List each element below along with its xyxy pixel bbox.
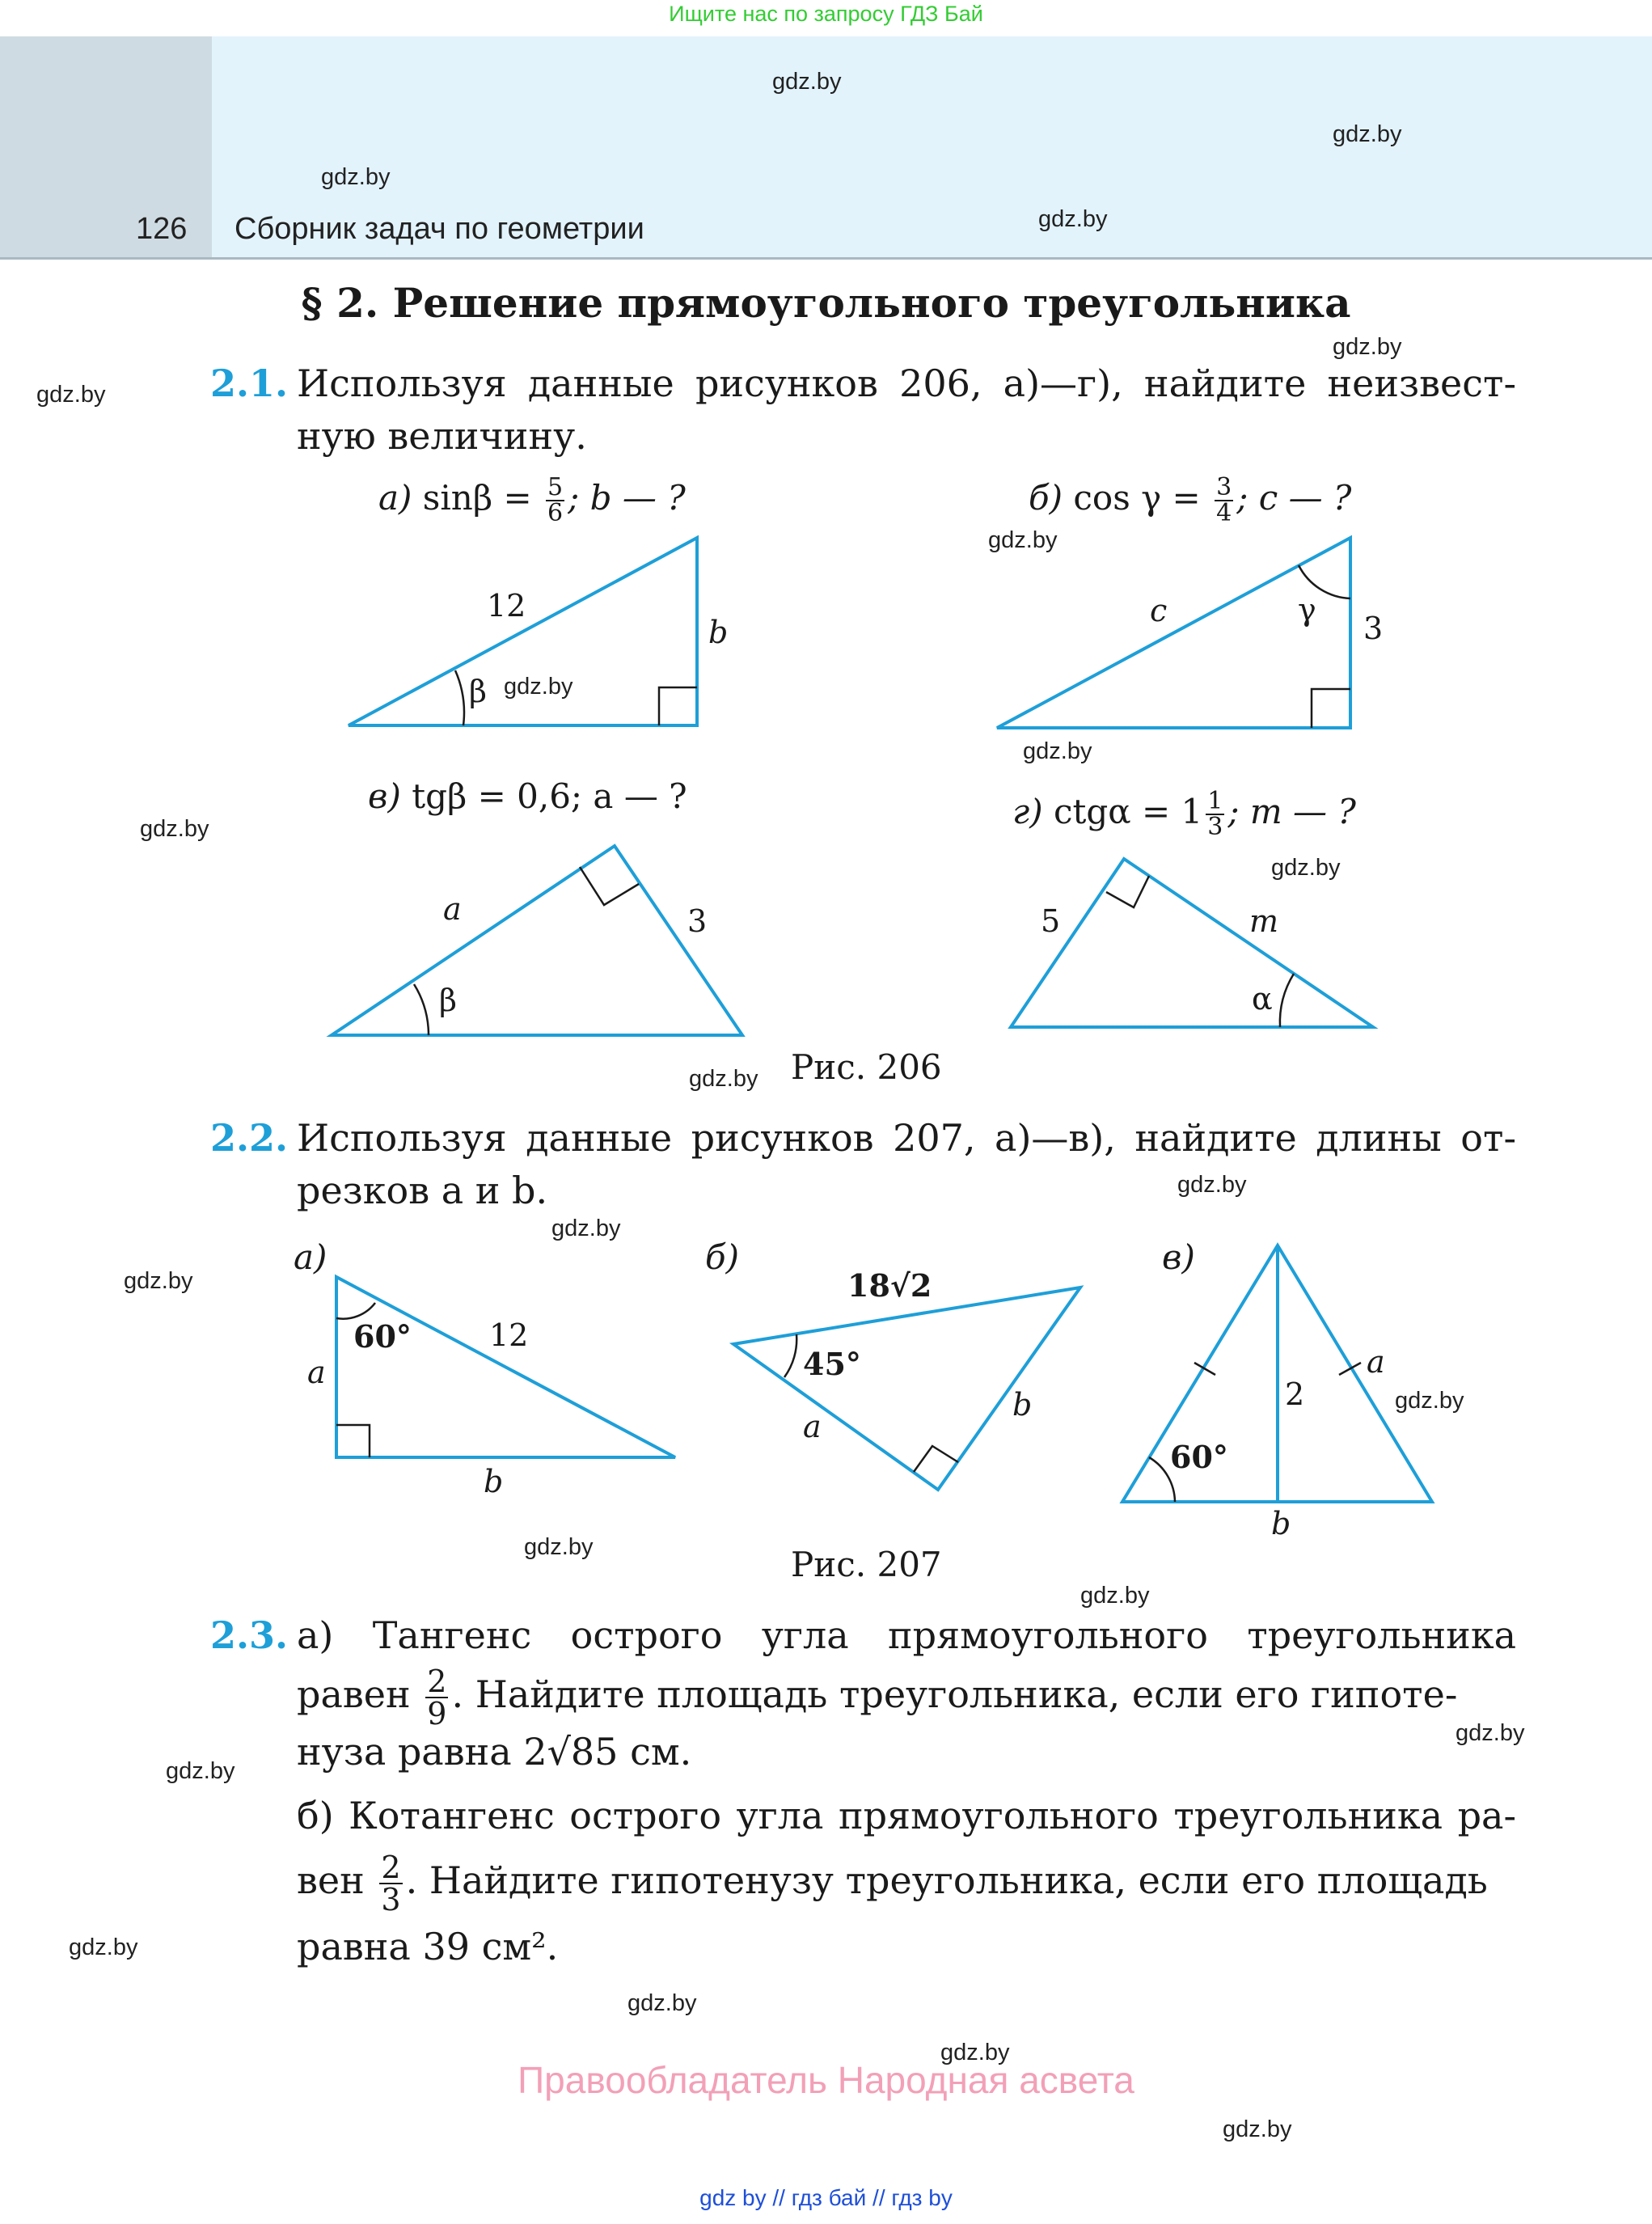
figure-label: в) bbox=[1162, 1237, 1195, 1277]
figure-caption: Рис. 206 bbox=[791, 1047, 942, 1087]
fraction bbox=[379, 1852, 402, 1915]
text-fragment: равен bbox=[297, 1672, 411, 1716]
problem-text: Используя данные рисунков 206, а)—г), найдите неизвест- bbox=[297, 362, 1516, 405]
right-angle-mark bbox=[336, 1425, 370, 1457]
page-number: 126 bbox=[136, 212, 188, 246]
problem-number: 2.1. bbox=[210, 362, 289, 405]
angle-label: α bbox=[1252, 981, 1273, 1017]
fraction-numerator: 2 bbox=[427, 1664, 447, 1699]
figure-206b bbox=[997, 538, 1383, 728]
figure-206a bbox=[349, 538, 728, 725]
height-label: 2 bbox=[1285, 1376, 1305, 1412]
condition-tail: ; b — ? bbox=[568, 478, 686, 518]
watermark: gdz.by bbox=[1177, 1172, 1247, 1198]
watermark: gdz.by bbox=[1395, 1388, 1464, 1414]
angle-arc bbox=[336, 1303, 375, 1319]
angle-label: β bbox=[469, 674, 487, 709]
condition-text: cos γ = bbox=[1073, 478, 1201, 518]
condition-text: sinβ = bbox=[422, 478, 532, 518]
watermark: gdz.by bbox=[124, 1268, 193, 1294]
triangle bbox=[997, 538, 1350, 728]
figure-207a bbox=[307, 1277, 675, 1499]
fraction-denominator: 9 bbox=[427, 1696, 447, 1731]
text-fragment: . Найдите площадь треугольника, если его гипоте- bbox=[451, 1672, 1458, 1716]
figure-label: а) bbox=[378, 478, 412, 518]
figure-label: б) bbox=[1029, 478, 1063, 518]
angle-label: 45° bbox=[803, 1346, 861, 1382]
watermark: gdz.by bbox=[321, 164, 391, 190]
fraction-numerator: 5 bbox=[547, 473, 564, 501]
side-label: a bbox=[1367, 1344, 1385, 1380]
fraction-numerator: 2 bbox=[381, 1850, 401, 1885]
fraction-denominator: 6 bbox=[547, 499, 564, 527]
figure-207c bbox=[1122, 1245, 1432, 1541]
fraction-numerator: 1 bbox=[1207, 787, 1223, 815]
problem-text bbox=[297, 1852, 1488, 1915]
figure-label: г) bbox=[1012, 792, 1043, 831]
figure-caption: Рис. 207 bbox=[791, 1545, 942, 1584]
text-fragment: вен bbox=[297, 1858, 365, 1902]
condition-tail: ; c — ? bbox=[1236, 478, 1352, 518]
right-angle-mark bbox=[1312, 689, 1350, 728]
figure-207b bbox=[733, 1267, 1080, 1490]
problem-number: 2.3. bbox=[210, 1613, 289, 1657]
watermark: gdz.by bbox=[940, 2040, 1010, 2065]
side-label: b bbox=[1012, 1387, 1033, 1423]
watermark: gdz.by bbox=[772, 69, 842, 95]
problem-text: а) Тангенс острого угла прямоугольного треугольника bbox=[297, 1613, 1516, 1657]
fraction-denominator: 3 bbox=[381, 1882, 401, 1917]
watermark: gdz.by bbox=[689, 1066, 758, 1092]
watermark: gdz.by bbox=[1223, 2116, 1292, 2142]
side-label: b bbox=[708, 615, 729, 650]
angle-label: γ bbox=[1298, 592, 1316, 628]
side-label: b bbox=[484, 1464, 504, 1499]
right-angle-mark bbox=[1106, 876, 1149, 907]
angle-label: 60° bbox=[1170, 1439, 1228, 1475]
problem-text: ную величину. bbox=[297, 414, 587, 458]
triangle bbox=[332, 846, 742, 1035]
triangle bbox=[1011, 859, 1373, 1027]
side-label: m bbox=[1249, 903, 1279, 939]
side-label: a bbox=[307, 1355, 326, 1390]
watermark: gdz.by bbox=[1023, 738, 1092, 764]
watermark: gdz.by bbox=[504, 674, 573, 700]
rights-holder: Правообладатель Народная асвета bbox=[518, 2059, 1134, 2101]
side-label: 18√2 bbox=[847, 1267, 932, 1304]
book-title: Сборник задач по геометрии bbox=[234, 212, 644, 246]
figure-label: б) bbox=[705, 1237, 740, 1277]
angle-arc bbox=[455, 670, 464, 725]
side-label: 12 bbox=[487, 588, 526, 624]
figure-label: в) bbox=[368, 776, 401, 816]
promo-text: Ищите нас по запросу ГДЗ Бай bbox=[669, 2, 983, 26]
fraction-denominator: 3 bbox=[1207, 813, 1223, 841]
problem-text: б) Котангенс острого угла прямоугольного треугольника ра- bbox=[297, 1794, 1516, 1837]
watermark: gdz.by bbox=[166, 1758, 235, 1784]
condition-text: tgβ = 0,6; a — ? bbox=[412, 776, 687, 816]
figure-206c bbox=[332, 846, 742, 1035]
watermark: gdz.by bbox=[1456, 1720, 1525, 1746]
problem-text: равна 39 см². bbox=[297, 1925, 559, 1968]
side-label: 3 bbox=[687, 903, 708, 939]
problem-text: нуза равна 2√85 см. bbox=[297, 1730, 692, 1774]
problem-text bbox=[297, 1666, 1457, 1729]
side-label: a bbox=[443, 891, 462, 927]
angle-arc bbox=[784, 1334, 796, 1377]
side-label: 3 bbox=[1363, 611, 1384, 646]
condition-text: ctgα = 1 bbox=[1053, 792, 1203, 831]
problem-number: 2.2. bbox=[210, 1116, 289, 1160]
side-label: 12 bbox=[489, 1317, 529, 1353]
watermark: gdz.by bbox=[69, 1934, 138, 1960]
angle-label: 60° bbox=[353, 1318, 412, 1355]
base-label: b bbox=[1271, 1506, 1291, 1541]
angle-arc bbox=[1280, 974, 1294, 1027]
watermark: gdz.by bbox=[988, 527, 1058, 553]
watermark: gdz.by bbox=[524, 1534, 594, 1560]
text-fragment: . Найдите гипотенузу треугольника, если его площадь bbox=[405, 1858, 1488, 1902]
bottom-links[interactable]: gdz by // гдз бай // гдз by bbox=[699, 2185, 953, 2210]
watermark: gdz.by bbox=[1080, 1583, 1150, 1609]
right-angle-mark bbox=[580, 867, 639, 905]
figure-206d bbox=[1011, 859, 1373, 1027]
problem-text: резков a и b. bbox=[297, 1169, 548, 1212]
watermark: gdz.by bbox=[1038, 206, 1108, 232]
watermark: gdz.by bbox=[140, 816, 209, 842]
condition-tail: ; m — ? bbox=[1227, 792, 1356, 831]
watermark: gdz.by bbox=[627, 1990, 697, 2016]
watermark: gdz.by bbox=[36, 382, 106, 408]
problem-text: Используя данные рисунков 207, а)—в), найдите длины от- bbox=[297, 1116, 1516, 1160]
figure-label: а) bbox=[294, 1237, 327, 1277]
triangle bbox=[349, 538, 697, 725]
watermark: gdz.by bbox=[551, 1216, 621, 1241]
angle-arc bbox=[414, 984, 429, 1035]
side-label: 5 bbox=[1041, 903, 1061, 939]
fraction-numerator: 3 bbox=[1216, 473, 1232, 501]
section-title: § 2. Решение прямоугольного треугольника bbox=[301, 279, 1351, 327]
fraction bbox=[425, 1666, 448, 1729]
watermark: gdz.by bbox=[1333, 121, 1402, 147]
side-label: c bbox=[1150, 593, 1168, 628]
triangle bbox=[336, 1277, 675, 1457]
watermark: gdz.by bbox=[1333, 334, 1402, 360]
angle-label: β bbox=[439, 983, 457, 1018]
fraction-denominator: 4 bbox=[1216, 499, 1232, 527]
right-angle-mark bbox=[659, 687, 697, 725]
side-label: a bbox=[803, 1409, 822, 1444]
watermark: gdz.by bbox=[1271, 855, 1341, 881]
